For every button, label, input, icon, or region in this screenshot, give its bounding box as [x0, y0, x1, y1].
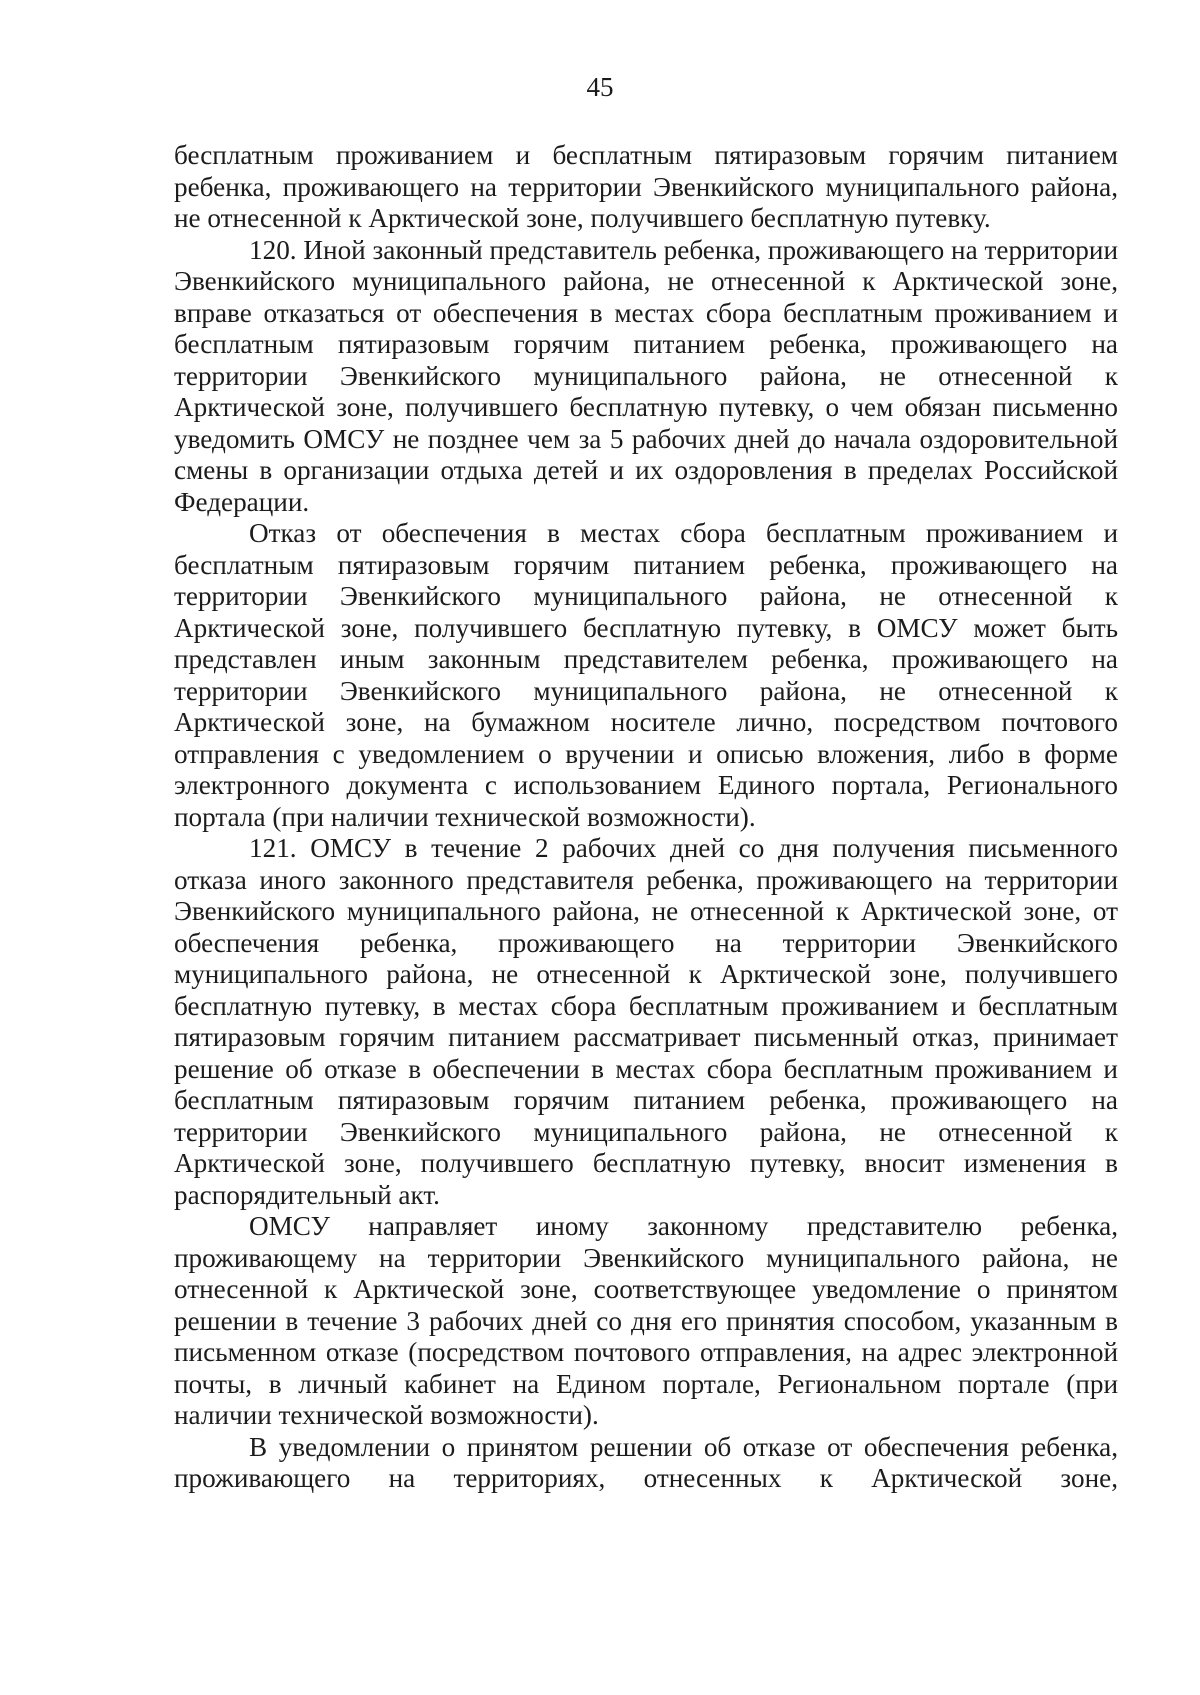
- paragraph-omsu-notification: ОМСУ направляет иному законному представителю ребенка, проживающему на территории Эвенкийского муниципального района, не отнесенной к Арктической зоне, соответствующее уведомление о принятом решении в течение 3 рабочих дней со дня его принятия способом, указанным в письменном отказе (посредством почтового отправления, на адрес электронной почты, в личный кабинет на Едином портале, Региональном портале (при наличии технической возможности).: [174, 1211, 1118, 1430]
- paragraph-decision-notice: В уведомлении о принятом решении об отказе от обеспечения ребенка, проживающего на территориях, отнесенных к Арктической зоне,: [174, 1431, 1118, 1493]
- paragraph-item-121: 121. ОМСУ в течение 2 рабочих дней со дня получения письменного отказа иного законного представителя ребенка, проживающего на территории Эвенкийского муниципального района, не отнесенной к Арктической зоне, от обеспечения ребенка, проживающего на территории Эвенкийского муниципального района, не отнесенной к Арктической зоне, получившего бесплатную путевку, в местах сбора бесплатным проживанием и бесплатным пятиразовым горячим питанием рассматривает письменный отказ, принимает решение об отказе в обеспечении в местах сбора бесплатным проживанием и бесплатным пятиразовым горячим питанием ребенка, проживающего на территории Эвенкийского муниципального района, не отнесенной к Арктической зоне, получившего бесплатную путевку, вносит изменения в распорядительный акт.: [174, 833, 1118, 1210]
- paragraph-refusal-submission: Отказ от обеспечения в местах сбора бесплатным проживанием и бесплатным пятиразовым горячим питанием ребенка, проживающего на территории Эвенкийского муниципального района, не отнесенной к Арктической зоне, получившего бесплатную путевку, в ОМСУ может быть представлен иным законным представителем ребенка, проживающего на территории Эвенкийского муниципального района, не отнесенной к Арктической зоне, на бумажном носителе лично, посредством почтового отправления с уведомлением о вручении и описью вложения, либо в форме электронного документа с использованием Единого портала, Регионального портала (при наличии технической возможности).: [174, 518, 1118, 832]
- document-body: [174, 140, 1118, 1495]
- paragraph-continuation: бесплатным проживанием и бесплатным пятиразовым горячим питанием ребенка, проживающего на территории Эвенкийского муниципального района, не отнесенной к Арктической зоне, получившего бесплатную путевку.: [174, 140, 1118, 233]
- page-number: 45: [586, 72, 614, 102]
- paragraph-item-120: 120. Иной законный представитель ребенка, проживающего на территории Эвенкийского муниципального района, не отнесенной к Арктической зоне, вправе отказаться от обеспечения в местах сбора бесплатным проживанием и бесплатным пятиразовым горячим питанием ребенка, проживающего на территории Эвенкийского муниципального района, не отнесенной к Арктической зоне, получившего бесплатную путевку, о чем обязан письменно уведомить ОМСУ не позднее чем за 5 рабочих дней до начала оздоровительной смены в организации отдыха детей и их оздоровления в пределах Российской Федерации.: [174, 234, 1118, 517]
